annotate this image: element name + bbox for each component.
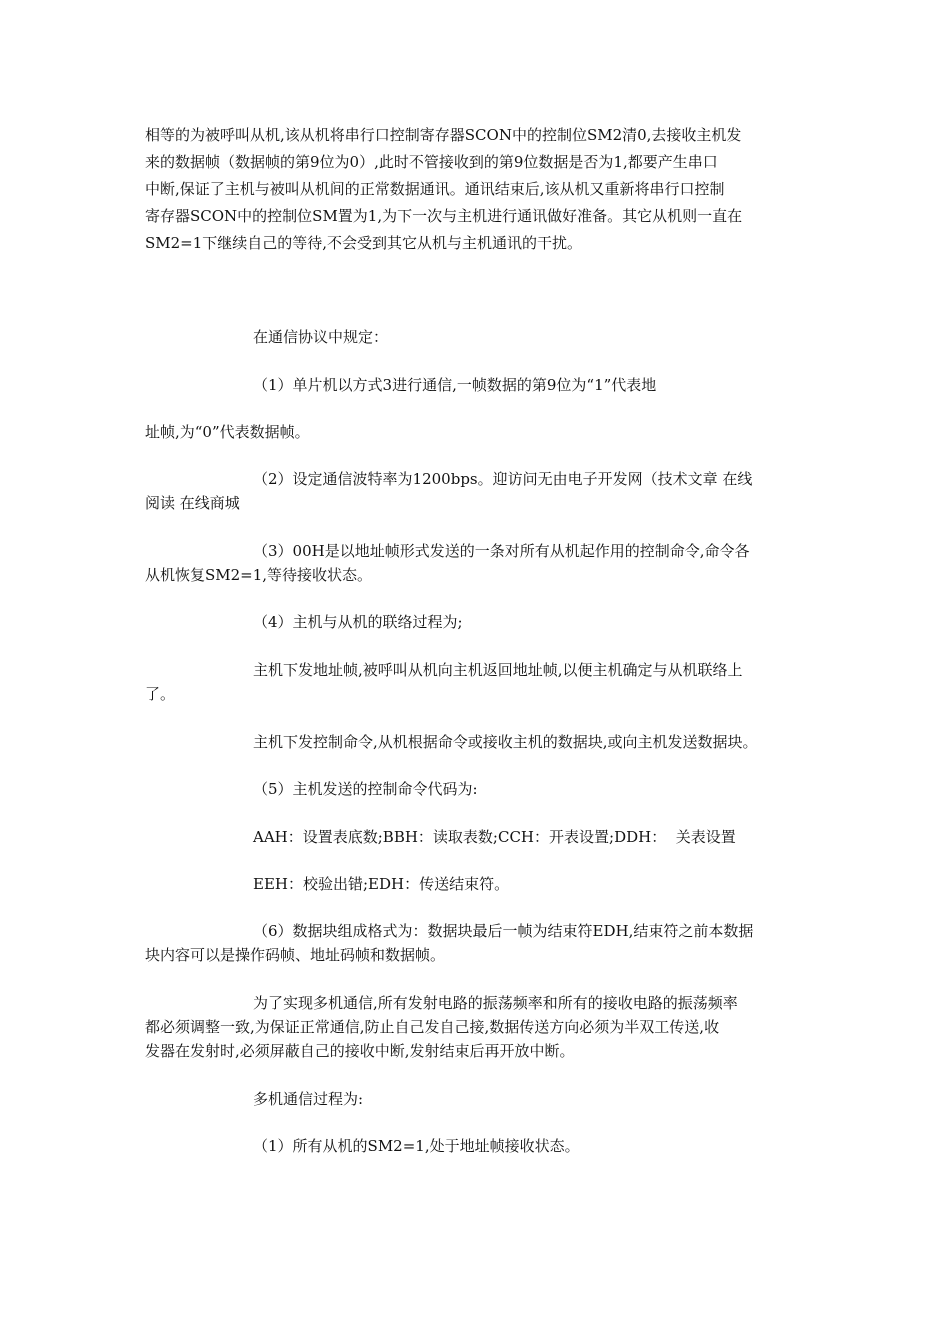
process-title: 多机通信过程为: bbox=[253, 1090, 364, 1108]
paragraph-line: 为了实现多机通信,所有发射电路的振荡频率和所有的接收电路的振荡频率 bbox=[253, 994, 738, 1012]
process-item-1: （1）所有从机的SM2=1,处于地址帧接收状态。 bbox=[253, 1137, 580, 1155]
paragraph-line: 来的数据帧（数据帧的第9位为0）,此时不管接收到的第9位数据是否为1,都要产生串口 bbox=[145, 153, 718, 171]
paragraph-line: 中断,保证了主机与被叫从机间的正常数据通讯。通讯结束后,该从机又重新将串行口控制 bbox=[145, 180, 725, 198]
paragraph-line: 寄存器SCON中的控制位SM置为1,为下一次与主机进行通讯做好准备。其它从机则一直在 bbox=[145, 207, 743, 225]
list-item-2: （2）设定通信波特率为1200bps。迎访问无由电子开发网（技术文章 在线 bbox=[253, 470, 753, 488]
list-item-4-para1-continuation: 了。 bbox=[145, 685, 176, 703]
list-item-4: （4）主机与从机的联络过程为; bbox=[253, 613, 463, 631]
list-item-6: （6）数据块组成格式为：数据块最后一帧为结束符EDH,结束符之前本数据 bbox=[253, 922, 754, 940]
list-item-3-continuation: 从机恢复SM2=1,等待接收状态。 bbox=[145, 566, 373, 584]
list-item-2-continuation: 阅读 在线商城 bbox=[145, 494, 240, 512]
list-item-6-continuation: 块内容可以是操作码帧、地址码帧和数据帧。 bbox=[145, 946, 446, 964]
list-item-1-continuation: 址帧,为“0”代表数据帧。 bbox=[145, 423, 310, 441]
protocol-intro: 在通信协议中规定： bbox=[253, 328, 389, 346]
paragraph-line: SM2=1下继续自己的等待,不会受到其它从机与主机通讯的干扰。 bbox=[145, 234, 583, 252]
command-codes-line-1: AAH：设置表底数;BBH：读取表数;CCH：开表设置;DDH： 关表设置 bbox=[253, 828, 736, 846]
paragraph-line: 相等的为被呼叫从机,该从机将串行口控制寄存器SCON中的控制位SM2清0,去接收主机发 bbox=[145, 126, 742, 144]
paragraph-line: 发器在发射时,必须屏蔽自己的接收中断,发射结束后再开放中断。 bbox=[145, 1042, 575, 1060]
list-item-5: （5）主机发送的控制命令代码为: bbox=[253, 780, 478, 798]
list-item-3: （3）00H是以地址帧形式发送的一条对所有从机起作用的控制命令,命令各 bbox=[253, 542, 750, 560]
list-item-4-para1: 主机下发地址帧,被呼叫从机向主机返回地址帧,以便主机确定与从机联络上 bbox=[253, 661, 743, 679]
paragraph-line: 都必须调整一致,为保证正常通信,防止自己发自己接,数据传送方向必须为半双工传送,收 bbox=[145, 1018, 720, 1036]
command-codes-line-2: EEH：校验出错;EDH：传送结束符。 bbox=[253, 875, 510, 893]
list-item-1: （1）单片机以方式3进行通信,一帧数据的第9位为“1”代表地 bbox=[253, 376, 657, 394]
list-item-4-para2: 主机下发控制命令,从机根据命令或接收主机的数据块,或向主机发送数据块。 bbox=[253, 733, 758, 751]
